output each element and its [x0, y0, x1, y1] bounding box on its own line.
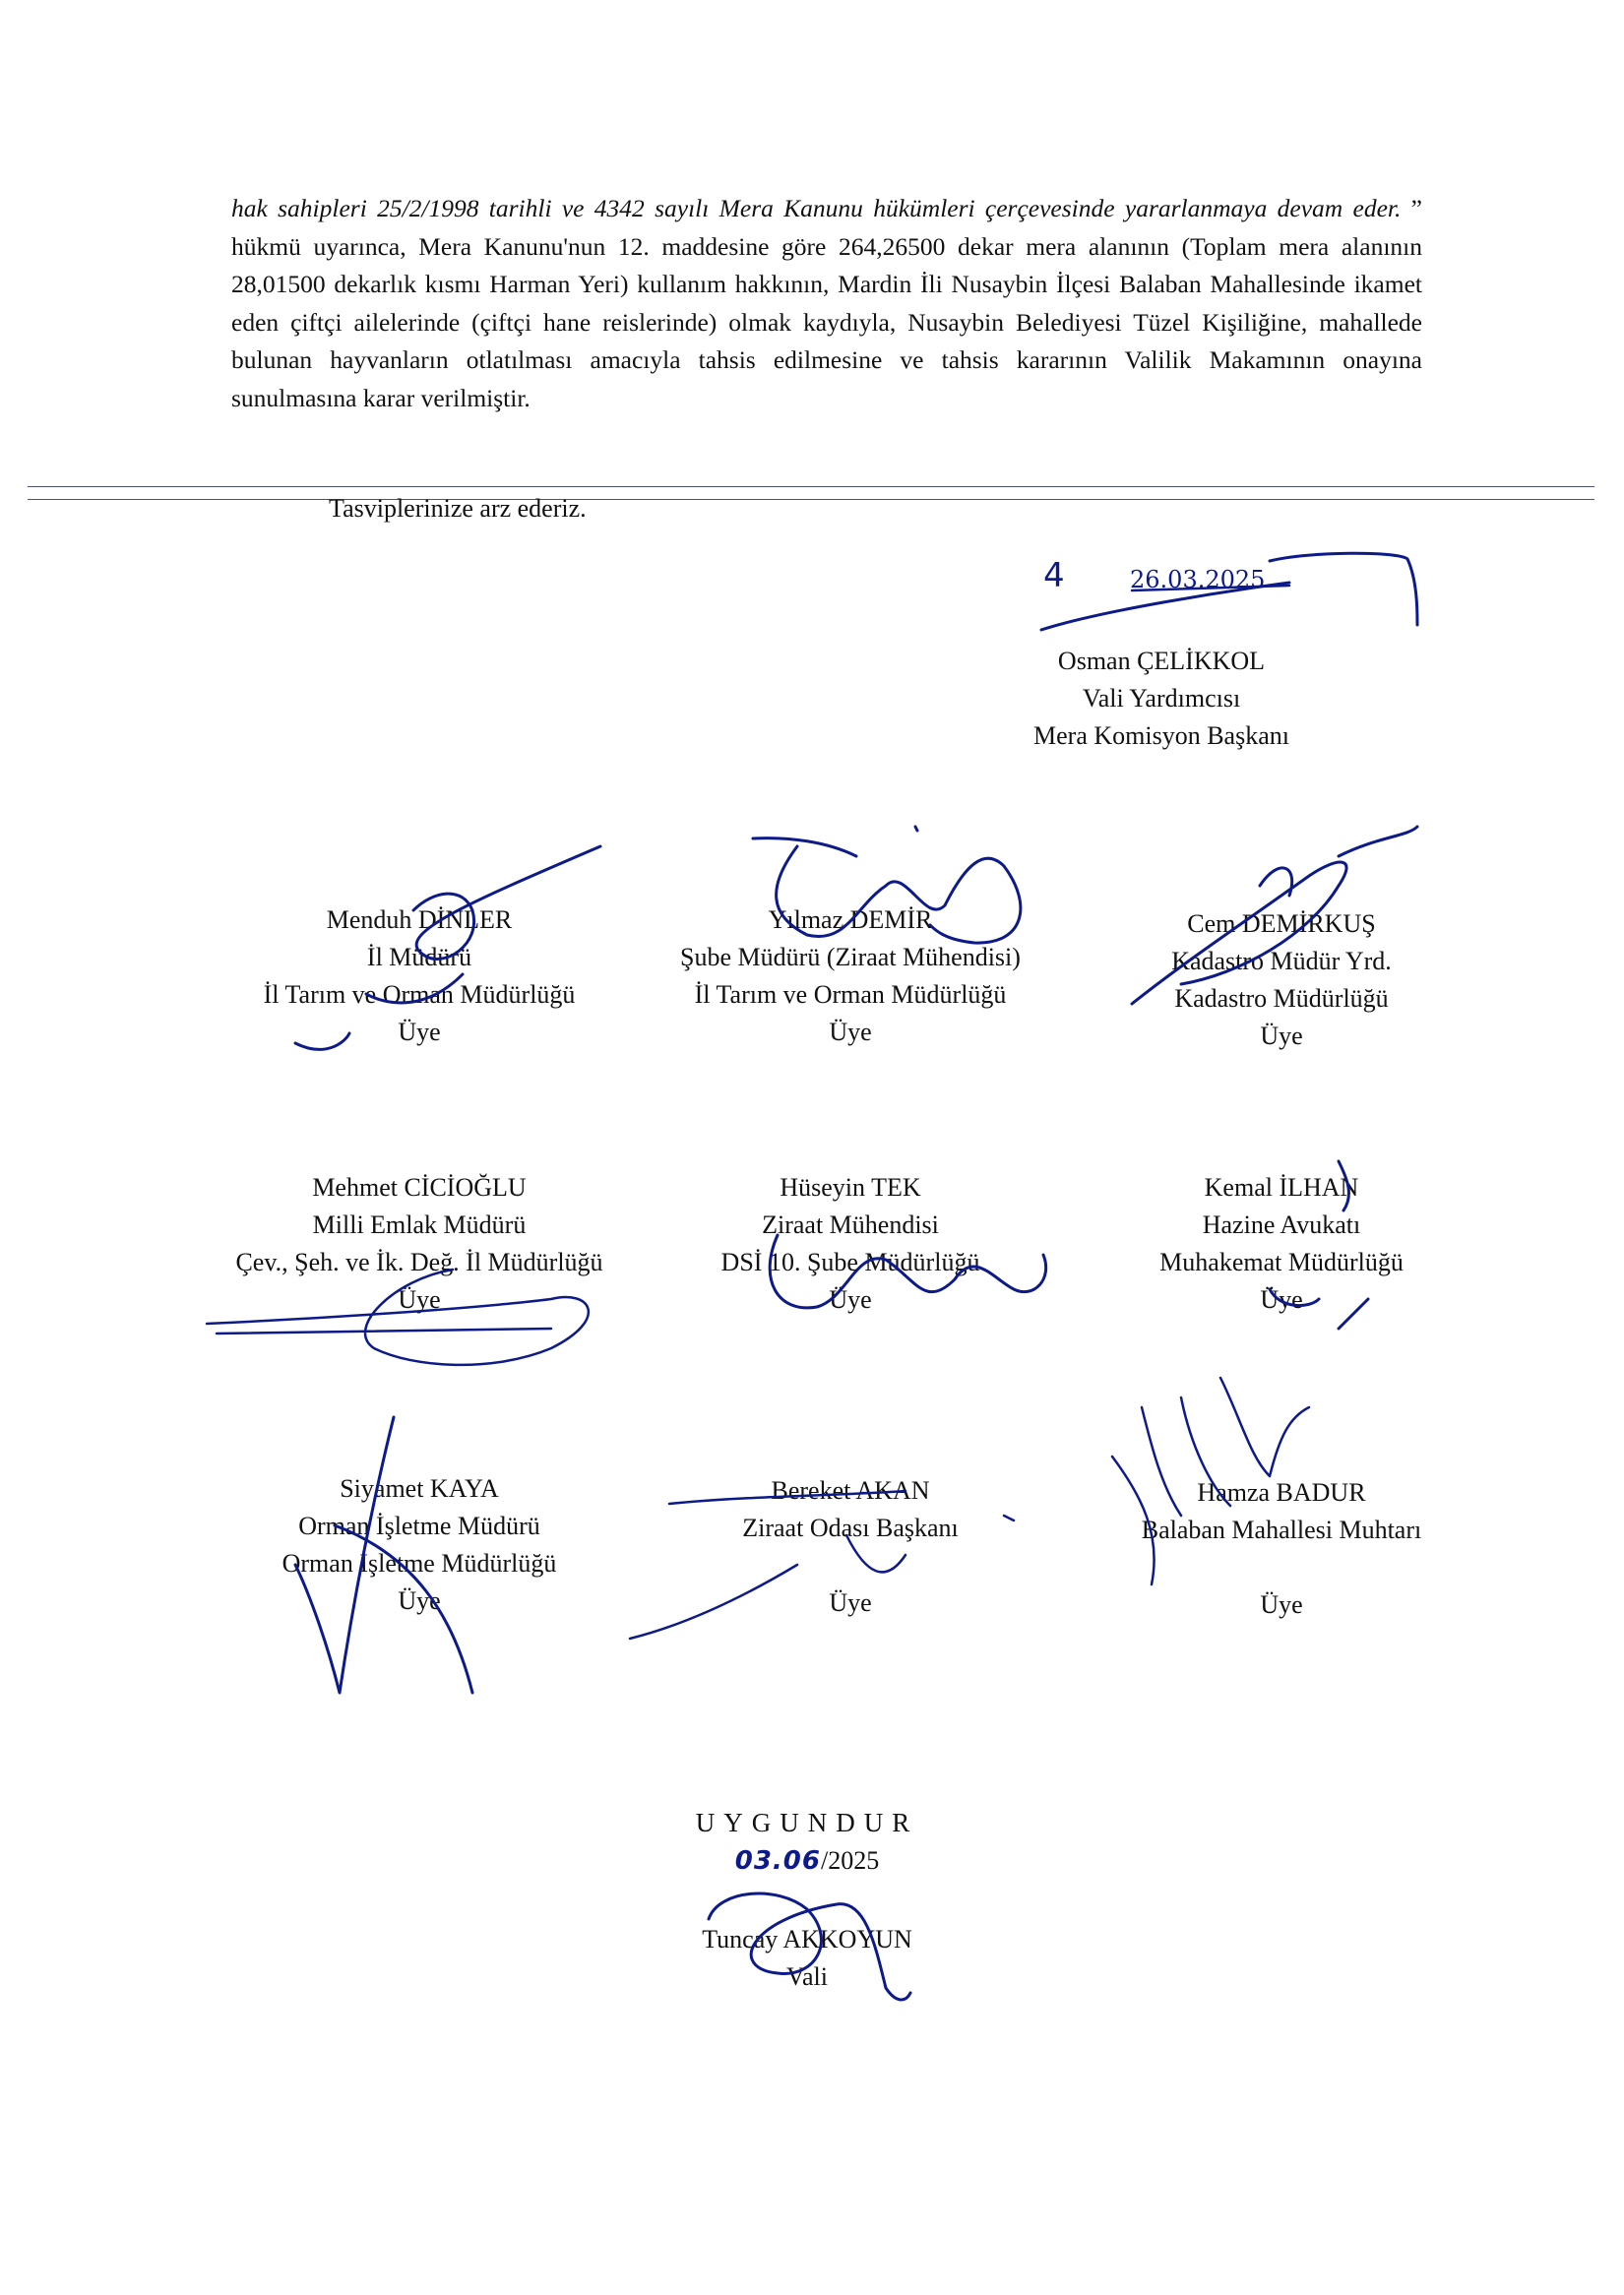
member-title: Orman İşletme Müdürü: [298, 1512, 540, 1540]
member-role: Üye: [398, 1018, 441, 1046]
chair-role: Mera Komisyon Başkanı: [1033, 721, 1289, 750]
governor-block: [551, 1921, 1063, 1996]
governor-name: Tuncay AKKOYUN: [702, 1925, 912, 1954]
member-name: Hüseyin TEK: [780, 1173, 921, 1202]
member-dept: İl Tarım ve Orman Müdürlüğü: [263, 980, 576, 1009]
member-title: İl Müdürü: [366, 943, 472, 971]
member-name: Menduh DİNLER: [326, 905, 513, 934]
member-dept: [1026, 1549, 1537, 1586]
paragraph-text: ” hükmü uyarınca, Mera Kanunu'nun 12. maddesine göre 264,26500 dekar mera alanının (Toplam mera alanının 28,01500 dekarlık kısmı Harman Yeri) kullanım hakkının, Mardin İli Nusaybin İlçesi Balaban Mahallesinde ikamet eden çiftçi ailelerinde (çiftçi hane reislerinde) olmak kaydıyla, Nusaybin Belediyesi Tüzel Kişiliğine, mahallede bulunan hayvanların otlatılması amacıyla tahsis edilmesine ve tahsis kararının Valilik Makamının onayına sunulmasına karar verilmiştir.: [231, 194, 1422, 412]
member-title: Kadastro Müdür Yrd.: [1171, 947, 1392, 975]
member-title: Balaban Mahallesi Muhtarı: [1141, 1516, 1422, 1544]
member-dept: Orman İşletme Müdürlüğü: [281, 1549, 557, 1578]
member-role: Üye: [1260, 1590, 1303, 1619]
member-block-9: [1026, 1474, 1537, 1624]
approval-label: UYGUNDUR: [695, 1808, 919, 1837]
member-name: Bereket AKAN: [771, 1476, 930, 1505]
member-title: Ziraat Mühendisi: [762, 1210, 939, 1239]
handwritten-mark: 4: [1043, 556, 1065, 595]
member-title: Milli Emlak Müdürü: [312, 1210, 527, 1239]
closing-line: Tasviplerinize arz ederiz.: [329, 494, 587, 523]
member-name: Hamza BADUR: [1197, 1478, 1366, 1507]
approval-date-handwritten: 03.06: [734, 1846, 821, 1876]
member-name: Cem DEMİRKUŞ: [1187, 909, 1376, 938]
member-dept: Muhakemat Müdürlüğü: [1159, 1248, 1404, 1276]
member-role: Üye: [829, 1018, 872, 1046]
governor-title: Vali: [786, 1962, 828, 1991]
member-title: Ziraat Odası Başkanı: [742, 1514, 959, 1542]
member-dept: İl Tarım ve Orman Müdürlüğü: [694, 980, 1007, 1009]
separator-line-top: [28, 486, 1594, 487]
member-role: Üye: [1260, 1022, 1303, 1050]
decision-paragraph: [231, 190, 1422, 418]
member-name: Yılmaz DEMİR: [768, 905, 933, 934]
member-role: Üye: [829, 1285, 872, 1314]
member-role: Üye: [398, 1586, 441, 1615]
member-role: Üye: [829, 1588, 872, 1617]
approval-date: [551, 1846, 1063, 1876]
member-name: Mehmet CİCİOĞLU: [312, 1173, 527, 1202]
member-role: Üye: [1260, 1285, 1303, 1314]
member-dept: Kadastro Müdürlüğü: [1174, 984, 1389, 1013]
member-role: Üye: [398, 1285, 441, 1314]
member-dept: DSİ 10. Şube Müdürlüğü: [720, 1248, 980, 1276]
chair-handwritten-date: 26.03.2025: [1130, 566, 1266, 593]
chair-name: Osman ÇELİKKOL: [1057, 647, 1266, 675]
member-block-3: [1026, 905, 1537, 1055]
member-name: Kemal İLHAN: [1204, 1173, 1359, 1202]
chair-block: [906, 643, 1417, 755]
member-title: Hazine Avukatı: [1202, 1210, 1361, 1239]
member-name: Siyamet KAYA: [340, 1474, 499, 1503]
paragraph-italic-quote: hak sahipleri 25/2/1998 tarihli ve 4342 sayılı Mera Kanunu hükümleri çerçevesinde yararlanmaya devam eder.: [231, 194, 1411, 222]
approval-date-year: /2025: [821, 1846, 880, 1875]
member-dept: Çev., Şeh. ve İk. Değ. İl Müdürlüğü: [235, 1248, 603, 1276]
chair-title: Vali Yardımcısı: [1082, 684, 1241, 713]
separator-line-bottom: [28, 499, 1594, 500]
member-title: Şube Müdürü (Ziraat Mühendisi): [680, 943, 1021, 971]
member-block-6: [1026, 1169, 1537, 1319]
